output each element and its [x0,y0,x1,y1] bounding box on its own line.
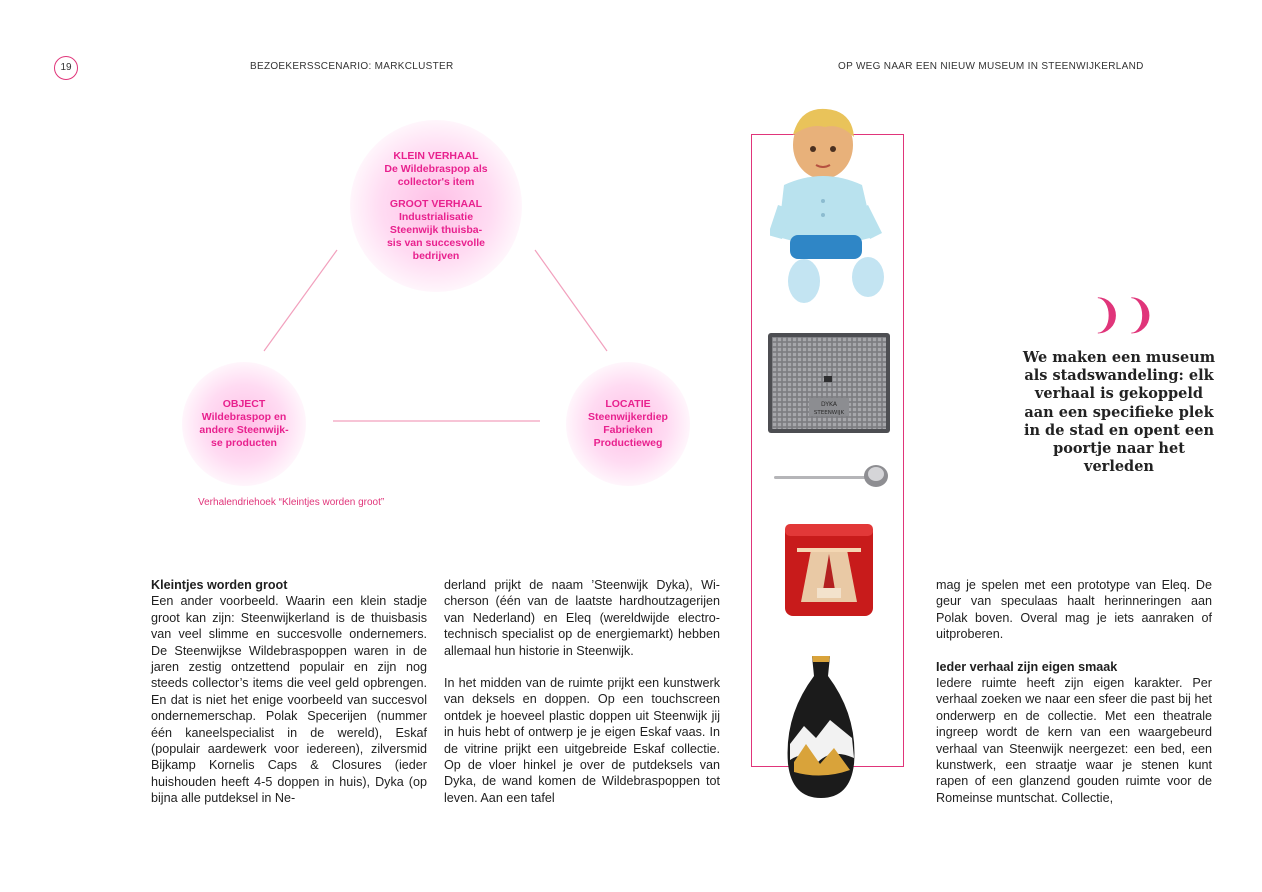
paragraph-smaak: Iedere ruimte heeft zijn eigen karakter. Per verhaal zoeken we naar een sfeer die past bij het onderwerp en de collectie. Met een theatrale ingreep wordt de kern van een waargebeurd verhaal van Steenwijk neergezet: een bed, een kunstwerk, een straatje waar je stenen kunt rapen of een glanzend gouden ruimte voor de Romeinse muntschat. Collectie, [936,676,1212,805]
header-right-title: OP WEG NAAR EEN NIEUW MUSEUM IN STEENWIJKERLAND [838,61,1144,72]
paragraph-companies: derland prijkt de naam ’Steenwijk Dyka), Wicherson (één van de laatste hardhoutzagerijen van Nederland) en Eleq (wereldwijde electrotechnisch specialist op de energiemarkt) hebben allemaal hun historie in Steenwijk. [444,578,720,658]
pull-quote: We maken een museum als stadswandeling: elk verhaal is gekoppeld aan een specifieke plek in de stad en opent een poortje naar het verleden [1022,349,1216,476]
paragraph-eleq: mag je spelen met een prototype van Eleq. De geur van speculaas haalt herinneringen aan Polak boven. Overal mag je iets aanraken of uitproberen. [936,578,1212,642]
line-top-left [264,250,337,351]
object-line-1: Wildebraspop en [201,411,287,423]
eskaf-vase-image [782,652,860,802]
object-heading: OBJECT [222,398,266,410]
klein-verhaal-line-1: De Wildebraspop als [384,162,488,175]
manhole-text-dyka: DYKA [821,401,837,408]
text-column-3 [936,577,1212,806]
klein-verhaal-line-2: collector's item [397,175,475,188]
quote-marks-icon: ❩❩ [1090,292,1158,338]
doll-image [770,105,900,305]
paragraph-artwork: In het midden van de ruimte prijkt een kunstwerk van deksels en doppen. Op een touchscreen ontdek je hoeveel plastic doppen uit Steenwijk jij in huis hebt of ontwerp je je eigen Eskaf vaas. In de vitrine prijkt een uitgebreide Eskaf collectie. Op de vloer hinkel je over de putdeksels van Dyka, de wand komen de Wildebraspoppen tot leven. Aan een tafel [444,676,720,805]
line-top-right [535,250,607,351]
spice-tin-image [783,520,875,618]
paragraph-kleintjes: Een ander voorbeeld. Waarin een klein stadje groot kan zijn: Steenwijkerland is de thuisbasis van veel slimme en succesvolle ondernemers. De Steenwijkse Wildebraspoppen waren in de jaren zestig ontzettend populair en zijn nog steeds collector’s items die veel geld opbrengen. En dat is niet het enige voorbeeld van succesvol ondernemerschap. Polak Specerijen (nummer één kaneelspecialist in de wereld), Eskaf (populair aardewerk voor iedereen), zilversmid Bijkamp Kornelis Caps & Closures (ieder huishouden heeft 4-5 doppen in huis), Dyka (op bijna alle putdeksel in Ne- [151,594,427,806]
section-heading-kleintjes: Kleintjes worden groot [151,578,288,592]
diagram-caption: Verhalendriehoek “Kleintjes worden groot” [198,497,385,508]
header-left-title: BEZOEKERSSCENARIO: MARKCLUSTER [250,61,454,72]
locatie-heading: LOCATIE [605,398,651,410]
locatie-line-1: Steenwijkerdiep [588,411,668,423]
klein-verhaal-heading: KLEIN VERHAAL [393,149,479,162]
manhole-cover-image [767,332,891,434]
object-line-2: andere Steenwijk- [199,424,289,436]
groot-verhaal-line-4: bedrijven [412,249,460,262]
text-column-2 [444,577,720,806]
diagram-node-object [182,362,306,486]
groot-verhaal-line-3: sis van succesvolle [386,236,486,249]
page-number: 19 [54,56,78,80]
diagram-node-location [566,362,690,486]
spoon-image [772,460,890,494]
groot-verhaal-line-1: Industrialisatie [398,210,474,223]
groot-verhaal-heading: GROOT VERHAAL [389,197,483,210]
diagram-node-story [350,120,522,292]
section-heading-smaak: Ieder verhaal zijn eigen smaak [936,659,1118,674]
object-line-3: se producten [211,437,277,449]
locatie-line-2: Fabrieken [603,424,653,436]
text-column-1 [151,577,427,807]
locatie-line-3: Productieweg [593,437,663,449]
manhole-text-steenwijk: STEENWIJK [813,410,845,416]
groot-verhaal-line-2: Steenwijk thuisba- [389,223,483,236]
